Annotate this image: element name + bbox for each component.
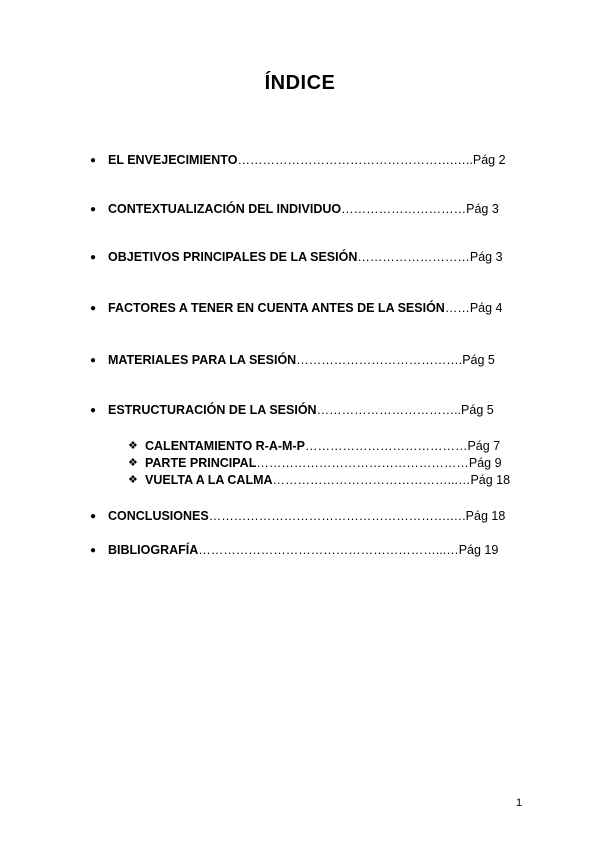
disc-bullet-icon: ● (90, 355, 97, 366)
disc-bullet-icon: ● (90, 303, 97, 314)
disc-bullet-icon: ● (90, 405, 97, 416)
toc-entry-label: FACTORES A TENER EN CUENTA ANTES DE LA SESIÓN (108, 301, 445, 315)
toc-entry-factores[interactable] (90, 301, 503, 316)
toc-page-ref: Pág 18 (470, 473, 511, 487)
toc-page-ref: Pág 4 (469, 301, 503, 315)
toc-subentry-parte-principal[interactable] (128, 456, 502, 471)
toc-leader: ………………………………… (304, 439, 468, 453)
toc-subentry-calentamiento[interactable] (128, 439, 501, 454)
toc-entry-label: VUELTA A LA CALMA (145, 473, 273, 487)
toc-leader: ……………………………………...… (272, 473, 471, 487)
toc-leader: …………………………………………….….. (237, 153, 473, 167)
toc-entry-estructuracion[interactable] (90, 403, 494, 418)
diamond-bullet-icon: ❖ (128, 474, 138, 486)
disc-bullet-icon: ● (90, 511, 97, 522)
toc-entry-label: CALENTAMIENTO R-A-M-P (145, 439, 305, 453)
toc-leader: ………………………………………………….…. (208, 509, 466, 523)
toc-entry-envejecimiento[interactable] (90, 153, 506, 168)
page-number: 1 (516, 797, 523, 809)
toc-entry-label: CONCLUSIONES (108, 509, 209, 523)
disc-bullet-icon: ● (90, 155, 97, 166)
toc-page-ref: Pág 2 (472, 153, 506, 167)
toc-leader: ……………………… (357, 250, 470, 264)
toc-entry-label: OBJETIVOS PRINCIPALES DE LA SESIÓN (108, 250, 358, 264)
toc-page-ref: Pág 19 (458, 543, 499, 557)
toc-page-ref: Pág 5 (462, 353, 495, 367)
disc-bullet-icon: ● (90, 252, 97, 263)
toc-entry-label: CONTEXTUALIZACIÓN DEL INDIVIDUO (108, 202, 342, 216)
toc-page-ref: Pág 5 (461, 403, 494, 417)
diamond-bullet-icon: ❖ (128, 457, 138, 469)
toc-leader: ………………………… (341, 202, 467, 216)
toc-entry-conclusiones[interactable] (90, 509, 506, 524)
toc-leader: …………………………………………… (256, 456, 469, 470)
disc-bullet-icon: ● (90, 204, 97, 215)
toc-subentry-vuelta-calma[interactable] (128, 473, 511, 488)
toc-leader: …………………………………………………...… (198, 543, 459, 557)
page-title: ÍNDICE (264, 72, 336, 94)
toc-page-ref: Pág 3 (469, 250, 503, 264)
toc-page-ref: Pág 18 (465, 509, 506, 523)
toc-entry-objetivos[interactable] (90, 250, 503, 265)
toc-entry-label: BIBLIOGRAFÍA (108, 543, 199, 557)
toc-entry-materiales[interactable] (90, 353, 495, 368)
disc-bullet-icon: ● (90, 545, 97, 556)
diamond-bullet-icon: ❖ (128, 440, 138, 452)
toc-leader: …… (444, 301, 470, 315)
toc-entry-contextualizacion[interactable] (90, 202, 499, 217)
toc-leader: …………………………….. (316, 403, 462, 417)
toc-entry-label: EL ENVEJECIMIENTO (108, 153, 238, 167)
toc-page-ref: Pág 3 (466, 202, 499, 216)
toc-entry-label: PARTE PRINCIPAL (145, 456, 257, 470)
toc-entry-label: ESTRUCTURACIÓN DE LA SESIÓN (108, 403, 317, 417)
toc-leader: …………………………………. (296, 353, 463, 367)
toc-entry-bibliografia[interactable] (90, 543, 499, 558)
toc-entry-label: MATERIALES PARA LA SESIÓN (108, 353, 297, 367)
toc-page-ref: Pág 7 (467, 439, 501, 453)
toc-page-ref: Pág 9 (468, 456, 502, 470)
